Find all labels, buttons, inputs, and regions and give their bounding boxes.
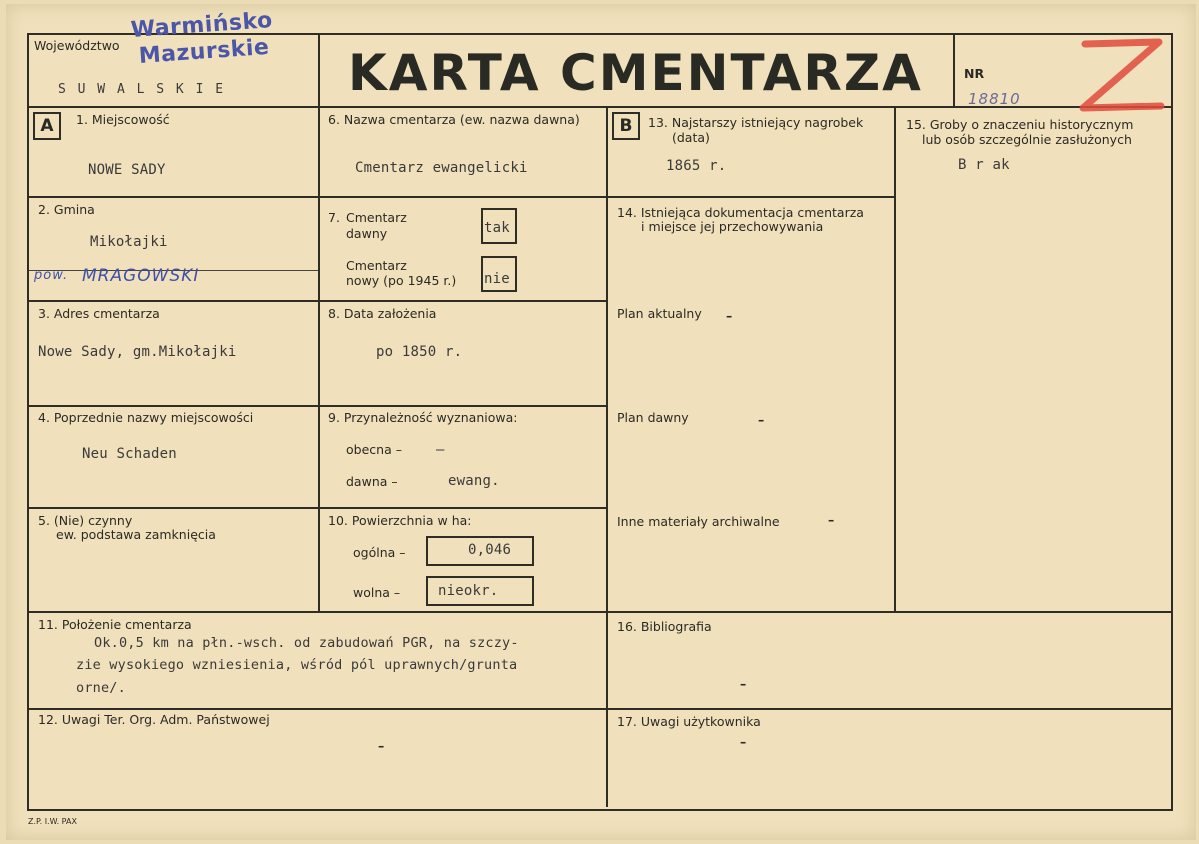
wojewodztwo-stamp-line1: Warmińsko (130, 8, 274, 43)
field-7-nowy-line2: nowy (po 1945 r.) (346, 273, 457, 288)
field-4-label: 4. Poprzednie nazwy miejscowości (38, 410, 254, 425)
field-14-plan-dawny-value: – (758, 412, 765, 427)
printer-mark: Z.P. I.W. PAX (28, 817, 77, 826)
row-divider-a1 (27, 196, 607, 198)
field-17-value: – (740, 734, 747, 749)
section-a-badge: A (33, 112, 61, 140)
field-7-nowy-line1: Cmentarz (346, 258, 407, 273)
card-title: KARTA CMENTARZA (348, 44, 923, 102)
col-divider-2 (606, 106, 608, 807)
section-b-badge: B (612, 112, 640, 140)
field-11-line1: Ok.0,5 km na płn.-wsch. od zabudowań PGR, na szczy- (94, 635, 519, 651)
field-9-label: 9. Przynależność wyznaniowa: (328, 410, 518, 425)
field-1-value: NOWE SADY (88, 162, 166, 178)
field-9-obecna-value: – (436, 442, 445, 458)
row-divider-12 (27, 708, 1171, 710)
field-2-pow-prefix: pow. (34, 268, 69, 283)
field-3-value: Nowe Sady, gm.Mikołajki (38, 344, 237, 360)
field-13-label-line1: 13. Najstarszy istniejący nagrobek (648, 115, 864, 130)
field-14-inne-label: Inne materiały archiwalne (617, 514, 780, 529)
field-10-label: 10. Powierzchnia w ha: (328, 513, 472, 528)
row-divider-a4 (27, 507, 607, 509)
field-15-label-line2: lub osób szczególnie zasłużonych (922, 132, 1132, 147)
red-z-mark (1075, 36, 1165, 114)
field-11-line2: zie wysokiego wzniesienia, wśród pól uprawnych/grunta (76, 657, 518, 673)
col-divider-3 (894, 106, 896, 612)
field-8-label: 8. Data założenia (328, 306, 437, 321)
field-14-plan-aktualny-label: Plan aktualny (617, 306, 702, 321)
field-14-inne-value: – (828, 512, 835, 527)
field-3-label: 3. Adres cmentarza (38, 306, 160, 321)
field-10-ogolna-value: 0,046 (468, 542, 512, 558)
field-6-value: Cmentarz ewangelicki (355, 160, 528, 176)
field-10-wolna-value: nieokr. (438, 583, 499, 599)
field-17-label: 17. Uwagi użytkownika (617, 714, 761, 729)
field-12-label: 12. Uwagi Ter. Org. Adm. Państwowej (38, 712, 270, 727)
field-14-plan-aktualny-value: – (726, 308, 733, 323)
row-divider-b1 (606, 196, 896, 198)
field-10-ogolna-label: ogólna – (353, 545, 406, 560)
field-1-label: 1. Miejscowość (76, 112, 170, 127)
field-9-obecna-label: obecna – (346, 442, 402, 457)
field-15-value: B r ak (958, 157, 1010, 173)
field-13-label-line2: (data) (672, 130, 710, 145)
field-9-dawna-label: dawna – (346, 474, 398, 489)
nr-value: 18810 (968, 90, 1021, 108)
field-14-plan-dawny-label: Plan dawny (617, 410, 689, 425)
field-2-label: 2. Gmina (38, 202, 95, 217)
field-14-label-line1: 14. Istniejąca dokumentacja cmentarza (617, 205, 864, 220)
row-divider-11 (27, 611, 1171, 613)
field-6-label: 6. Nazwa cmentarza (ew. nazwa dawna) (328, 112, 580, 127)
field-7-dawny-line1: Cmentarz (346, 210, 407, 225)
field-2-powiat-value: MRAGOWSKI (82, 266, 200, 286)
nr-label: NR (964, 66, 985, 81)
field-11-line3: orne/. (76, 680, 126, 696)
wojewodztwo-stamp-line2: Mazurskie (138, 34, 271, 69)
col-divider-1 (318, 106, 320, 612)
field-9-dawna-value: ewang. (448, 473, 500, 489)
row-divider-a2 (27, 300, 607, 302)
header-divider-left (318, 33, 320, 108)
field-5-label-line2: ew. podstawa zamknięcia (56, 527, 216, 542)
field-13-value: 1865 r. (666, 158, 727, 174)
wojewodztwo-label: Województwo (34, 38, 120, 53)
field-2-value: Mikołajki (90, 234, 168, 250)
field-7-dawny-value: tak (484, 220, 510, 236)
red-z-mark-svg (1075, 36, 1165, 114)
field-11-label: 11. Położenie cmentarza (38, 617, 192, 632)
field-5-label-line1: 5. (Nie) czynny (38, 513, 133, 528)
field-14-label-line2: i miejsce jej przechowywania (641, 219, 824, 234)
field-4-value: Neu Schaden (82, 446, 177, 462)
field-7-dawny-line2: dawny (346, 226, 388, 241)
field-7-nowy-value: nie (484, 271, 510, 287)
wojewodztwo-value: S U W A L S K I E (58, 82, 226, 97)
field-16-label: 16. Bibliografia (617, 619, 712, 634)
field-12-value: – (378, 738, 385, 753)
field-8-value: po 1850 r. (376, 344, 463, 360)
header-divider-right (953, 33, 955, 108)
row-divider-a3 (27, 405, 607, 407)
field-16-value: – (740, 676, 747, 691)
field-7-label: 7. (328, 210, 340, 225)
field-10-wolna-label: wolna – (353, 585, 401, 600)
field-15-label-line1: 15. Groby o znaczeniu historycznym (906, 117, 1134, 132)
